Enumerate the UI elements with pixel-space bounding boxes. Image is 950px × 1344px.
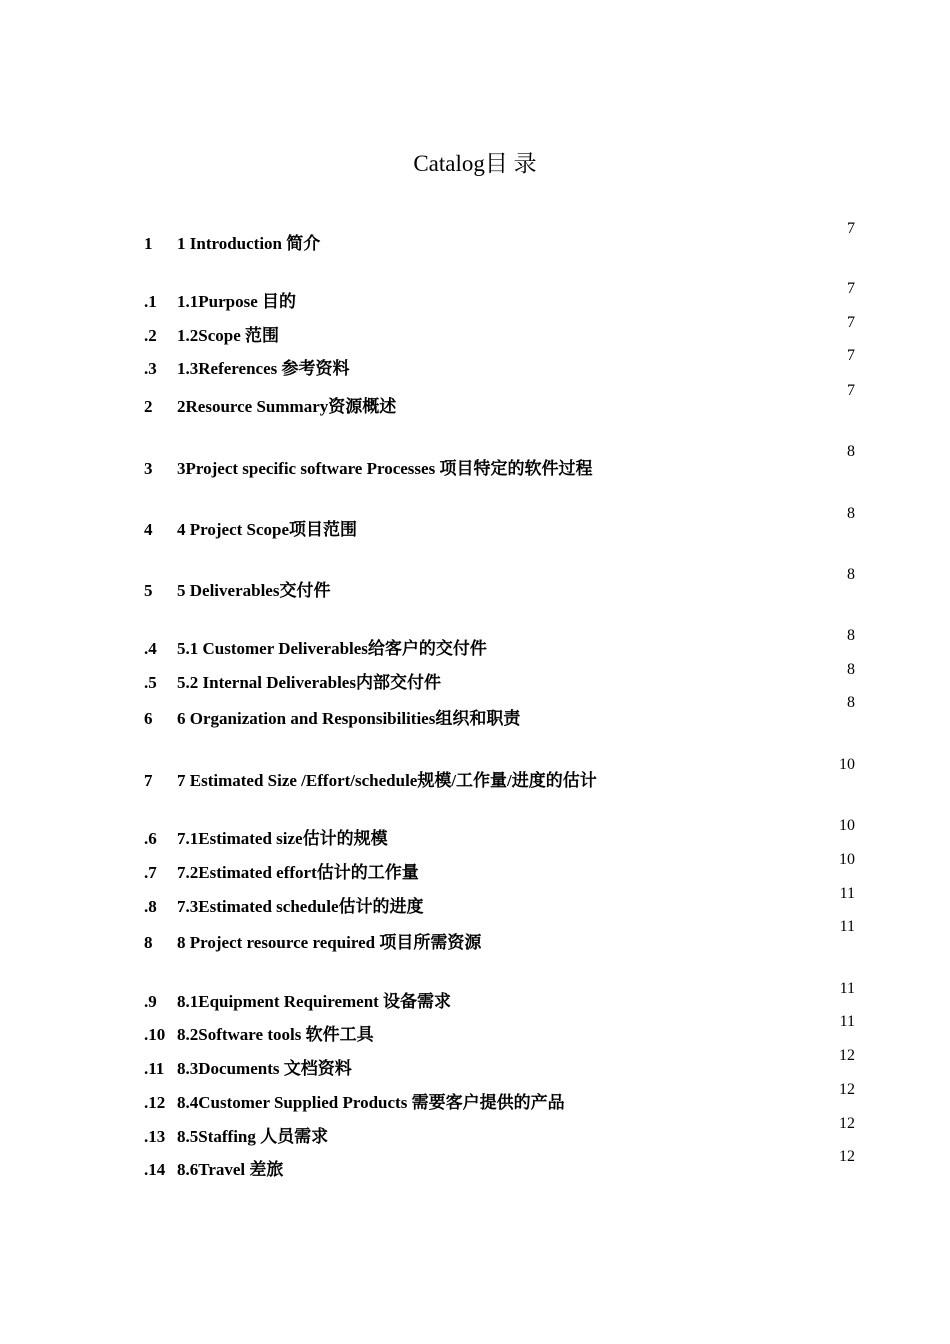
toc-entry-title: 1 Introduction 简介	[177, 234, 321, 253]
page-title: Catalog目 录	[413, 151, 537, 176]
toc-entry-number: 7	[144, 771, 153, 790]
toc-entry[interactable]	[0, 504, 950, 541]
toc-entry[interactable]	[0, 565, 950, 602]
toc-entry-number: .7	[144, 863, 157, 882]
toc-entry-page: 8	[847, 566, 855, 583]
toc-entry[interactable]	[0, 442, 950, 480]
toc-entry-title: 7.2Estimated effort估计的工作量	[177, 863, 419, 882]
toc-entry[interactable]	[0, 1080, 950, 1114]
toc-entry[interactable]	[0, 1114, 950, 1148]
toc-entry[interactable]	[0, 816, 950, 850]
toc-entry-page: 12	[839, 1148, 855, 1165]
toc-entry-number: .8	[144, 897, 157, 916]
toc-entry-page: 8	[847, 443, 855, 460]
toc-entry-page: 7	[847, 220, 855, 237]
toc-entry-title: 8.1Equipment Requirement 设备需求	[177, 992, 452, 1011]
toc-entry-title: 8.6Travel 差旅	[177, 1160, 284, 1179]
toc-entry[interactable]	[0, 884, 950, 918]
toc-entry-page: 7	[847, 280, 855, 297]
toc-entry-title: 1.3References 参考资料	[177, 359, 350, 378]
toc-entry-title: 3Project specific software Processes 项目特定的软件过程	[177, 459, 593, 478]
toc-entry-number: .13	[144, 1127, 166, 1146]
toc-entry-page: 8	[847, 505, 855, 522]
toc-entry-title: 7.3Estimated schedule估计的进度	[177, 897, 424, 916]
toc-entry[interactable]	[0, 381, 950, 418]
toc-entry[interactable]	[0, 1012, 950, 1046]
toc-entry-page: 8	[847, 694, 855, 711]
toc-entry-title: 5.2 Internal Deliverables内部交付件	[177, 673, 441, 692]
toc-entry-page: 7	[847, 347, 855, 364]
toc-entry[interactable]	[0, 979, 950, 1013]
toc-entry[interactable]	[0, 693, 950, 730]
toc-entry-number: 6	[144, 709, 153, 728]
toc-entry-title: 8 Project resource required 项目所需资源	[177, 933, 482, 952]
toc-entry-page: 7	[847, 382, 855, 399]
toc-entry-page: 11	[839, 1013, 855, 1030]
toc-entry-number: .2	[144, 326, 157, 345]
toc-entry[interactable]	[0, 1046, 950, 1080]
toc-entry-title: 1.2Scope 范围	[177, 326, 279, 345]
toc-entry-title: 1.1Purpose 目的	[177, 292, 296, 311]
toc-entry-title: 8.3Documents 文档资料	[177, 1059, 352, 1078]
toc-entry-number: .6	[144, 829, 157, 848]
toc-entry-number: .12	[144, 1093, 166, 1112]
toc-entry-number: .1	[144, 292, 157, 311]
toc-entry-number: .9	[144, 992, 157, 1011]
toc-entry-number: .11	[144, 1059, 165, 1078]
toc-entry-page: 10	[839, 817, 855, 834]
toc-entry[interactable]	[0, 219, 950, 255]
toc-entry-title: 7.1Estimated size估计的规模	[177, 829, 388, 848]
toc-entry-page: 12	[839, 1047, 855, 1064]
toc-entry-title: 8.5Staffing 人员需求	[177, 1127, 329, 1146]
toc-entry-number: .3	[144, 359, 157, 378]
toc-entry-page: 11	[839, 980, 855, 997]
toc-entry-title: 5.1 Customer Deliverables给客户的交付件	[177, 639, 487, 658]
toc-entry-page: 11	[839, 918, 855, 935]
toc-entry[interactable]	[0, 313, 950, 347]
toc-entry-page: 7	[847, 314, 855, 331]
toc-entry-number: 4	[144, 520, 153, 539]
toc-entry-title: 7 Estimated Size /Effort/schedule规模/工作量/进度的估计	[177, 771, 597, 790]
toc-entry-page: 10	[839, 756, 855, 773]
toc-entry-number: .10	[144, 1025, 166, 1044]
toc-entry[interactable]	[0, 1147, 950, 1181]
toc-entry-number: 3	[144, 459, 153, 478]
toc-entry[interactable]	[0, 346, 950, 380]
toc-entry-title: 6 Organization and Responsibilities组织和职责	[177, 709, 521, 728]
toc-entry-title: 8.4Customer Supplied Products 需要客户提供的产品	[177, 1093, 565, 1112]
toc-entry[interactable]	[0, 660, 950, 694]
toc-entry-page: 12	[839, 1115, 855, 1132]
toc-entry-number: 1	[144, 234, 153, 253]
toc-entry-number: .14	[144, 1160, 166, 1179]
toc-entry-page: 10	[839, 851, 855, 868]
toc-entry-page: 11	[839, 885, 855, 902]
toc-entry-number: 8	[144, 933, 153, 952]
toc-entry[interactable]	[0, 850, 950, 884]
toc-entry-number: .4	[144, 639, 157, 658]
toc-entry-page: 8	[847, 627, 855, 644]
toc-entry-number: .5	[144, 673, 157, 692]
toc-entry-page: 8	[847, 661, 855, 678]
toc-entry-title: 8.2Software tools 软件工具	[177, 1025, 374, 1044]
toc-entry-number: 5	[144, 581, 153, 600]
toc-entry[interactable]	[0, 279, 950, 313]
toc-entry[interactable]	[0, 626, 950, 660]
toc-entry[interactable]	[0, 917, 950, 954]
toc-entry-title: 2Resource Summary资源概述	[177, 397, 397, 416]
toc-entry[interactable]	[0, 755, 950, 792]
toc-entry-page: 12	[839, 1081, 855, 1098]
toc-entry-title: 4 Project Scope项目范围	[177, 520, 358, 539]
toc-entry-number: 2	[144, 397, 153, 416]
toc-entry-title: 5 Deliverables交付件	[177, 581, 331, 600]
